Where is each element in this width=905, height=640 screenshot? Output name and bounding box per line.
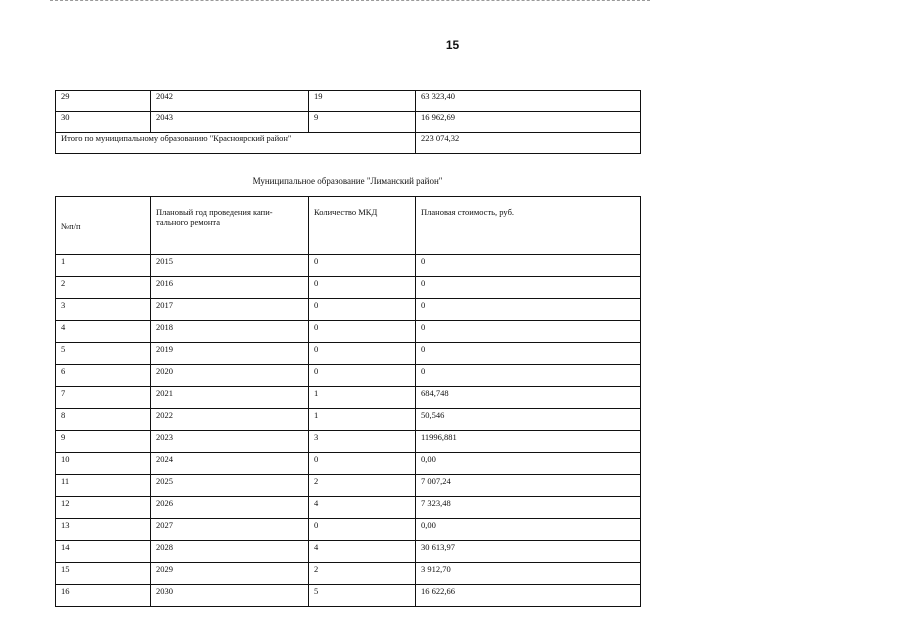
table-row [56,343,641,365]
limansky-table [55,196,641,607]
cell-cost: 684,748 [416,387,641,409]
table-row [56,453,641,475]
cell-year: 2023 [151,431,309,453]
cell-mkd-count: 5 [309,585,416,607]
total-label: Итого по муниципальному образованию "Красноярский район" [56,133,416,154]
cell-mkd-count: 9 [309,112,416,133]
total-value: 223 074,32 [416,133,641,154]
total-row [56,133,641,154]
table-header-row [56,197,641,255]
cell-mkd-count: 1 [309,387,416,409]
cell-number: 2 [56,277,151,299]
cell-year: 2027 [151,519,309,541]
header-year [151,197,309,255]
cell-mkd-count: 0 [309,255,416,277]
krasnoyarsk-table [55,90,641,154]
cell-cost: 0 [416,321,641,343]
cell-year: 2017 [151,299,309,321]
cell-mkd-count: 4 [309,541,416,563]
cell-year: 2019 [151,343,309,365]
cell-number: 10 [56,453,151,475]
table-row [56,475,641,497]
table-row [56,299,641,321]
cell-year: 2016 [151,277,309,299]
cell-mkd-count: 19 [309,91,416,112]
cell-mkd-count: 2 [309,475,416,497]
cell-number: 9 [56,431,151,453]
cell-cost: 50,546 [416,409,641,431]
header-year-line2: тального ремонта [156,217,221,227]
table-row [56,91,641,112]
cell-year: 2020 [151,365,309,387]
cell-number: 5 [56,343,151,365]
cell-mkd-count: 0 [309,277,416,299]
header-mkd-count: Количество МКД [309,197,416,255]
cell-year: 2042 [151,91,309,112]
cell-mkd-count: 4 [309,497,416,519]
cell-number: 16 [56,585,151,607]
table-row [56,321,641,343]
cell-number: 30 [56,112,151,133]
cell-year: 2030 [151,585,309,607]
cell-cost: 7 007,24 [416,475,641,497]
cell-mkd-count: 0 [309,299,416,321]
cell-cost: 16 622,66 [416,585,641,607]
limansky-table-body [56,255,641,607]
table-row [56,277,641,299]
cell-year: 2025 [151,475,309,497]
cell-mkd-count: 0 [309,453,416,475]
cell-cost: 30 613,97 [416,541,641,563]
krasnoyarsk-table-body [56,91,641,154]
cell-cost: 11996,881 [416,431,641,453]
cell-mkd-count: 0 [309,519,416,541]
cell-year: 2028 [151,541,309,563]
cell-number: 3 [56,299,151,321]
cell-year: 2029 [151,563,309,585]
cell-number: 15 [56,563,151,585]
table-row [56,365,641,387]
cell-cost: 0 [416,277,641,299]
cell-number: 8 [56,409,151,431]
cell-year: 2021 [151,387,309,409]
cell-cost: 0,00 [416,519,641,541]
cell-year: 2026 [151,497,309,519]
cell-mkd-count: 1 [309,409,416,431]
cell-mkd-count: 0 [309,321,416,343]
table-row [56,585,641,607]
cell-cost: 63 323,40 [416,91,641,112]
cell-number: 4 [56,321,151,343]
cell-number: 11 [56,475,151,497]
cell-cost: 0,00 [416,453,641,475]
cell-number: 6 [56,365,151,387]
cell-cost: 16 962,69 [416,112,641,133]
header-planned-cost: Плановая стоимость, руб. [416,197,641,255]
table-row [56,563,641,585]
table-row [56,519,641,541]
header-number: №п/п [56,197,151,255]
table-row [56,541,641,563]
top-scan-line [50,0,650,3]
cell-year: 2015 [151,255,309,277]
table-row [56,497,641,519]
cell-mkd-count: 0 [309,343,416,365]
table-row [56,255,641,277]
section-title: Муниципальное образование "Лиманский район" [252,176,443,186]
cell-year: 2024 [151,453,309,475]
cell-year: 2022 [151,409,309,431]
cell-number: 29 [56,91,151,112]
table-row [56,431,641,453]
cell-number: 12 [56,497,151,519]
cell-mkd-count: 0 [309,365,416,387]
cell-cost: 0 [416,255,641,277]
table-row [56,387,641,409]
cell-cost: 0 [416,343,641,365]
cell-number: 14 [56,541,151,563]
cell-cost: 0 [416,299,641,321]
table-row [56,112,641,133]
table-row [56,409,641,431]
cell-year: 2043 [151,112,309,133]
cell-mkd-count: 3 [309,431,416,453]
cell-year: 2018 [151,321,309,343]
cell-number: 7 [56,387,151,409]
header-year-line1: Плановый год проведения капи- [156,207,273,217]
page-number: 15 [445,38,460,52]
cell-number: 1 [56,255,151,277]
cell-mkd-count: 2 [309,563,416,585]
cell-cost: 3 912,70 [416,563,641,585]
cell-cost: 7 323,48 [416,497,641,519]
cell-cost: 0 [416,365,641,387]
cell-number: 13 [56,519,151,541]
